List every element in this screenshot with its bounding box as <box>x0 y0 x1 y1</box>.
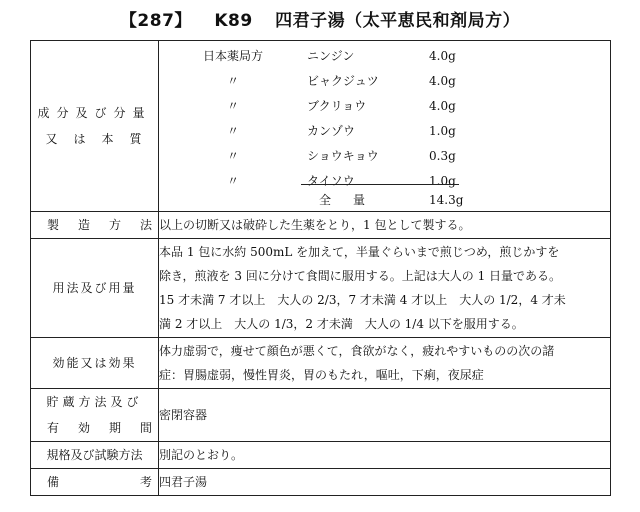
formula-name: 四君子湯（太平恵民和剤局方） <box>275 11 521 31</box>
dosage-row <box>31 239 611 338</box>
label-char: 考 <box>139 475 152 489</box>
ingredient-source: 〃 <box>226 98 239 113</box>
ingredient-list <box>159 43 610 210</box>
storage-label <box>31 389 159 442</box>
remarks-label <box>31 469 159 496</box>
remarks-text: 四君子湯 <box>159 469 611 496</box>
label-char: 効 <box>77 421 90 435</box>
storage-text: 密閉容器 <box>159 389 611 442</box>
label-char: 有 <box>47 421 60 435</box>
manufacture-row <box>31 212 611 239</box>
ingredient-name: ニンジン <box>307 48 355 63</box>
manufacture-text: 以上の切断又は破砕した生薬をとり，1 包として製する。 <box>159 212 611 239</box>
formula-number: 【287】 <box>119 11 192 31</box>
composition-row <box>31 41 611 212</box>
label-char: 製 <box>47 218 60 232</box>
total-label: 全量 <box>319 192 388 207</box>
standards-row <box>31 442 611 469</box>
ingredient-amount: 4.0g <box>429 48 456 63</box>
storage-row <box>31 389 611 442</box>
label-char: 法 <box>139 218 152 232</box>
dosage-line: 満 2 才以上 大人の 1/3，2 才未満 大人の 1/4 以下を服用する。 <box>159 317 524 331</box>
ingredient-source: 〃 <box>226 123 239 138</box>
formula-code: K89 <box>214 11 253 31</box>
dosage-text <box>159 239 611 338</box>
label-char: 造 <box>77 218 90 232</box>
ingredient-source: 〃 <box>226 173 239 188</box>
ingredient-amount: 1.0g <box>429 173 456 188</box>
composition-label <box>31 41 159 212</box>
document-title <box>0 6 640 31</box>
dosage-line: 本品 1 包に水約 500mL を加えて，半量ぐらいまで煎じつめ，煎じかすを <box>159 245 560 259</box>
dosage-label <box>31 239 159 338</box>
composition-label-line2: 又は本質 <box>45 132 158 146</box>
specification-table <box>30 40 611 496</box>
label-char: 期 <box>108 421 121 435</box>
ingredient-source: 〃 <box>226 148 239 163</box>
ingredient-amount: 4.0g <box>429 98 456 113</box>
ingredient-source: 日本薬局方 <box>202 48 263 63</box>
ingredient-name: ビャクジュツ <box>307 73 379 88</box>
efficacy-text <box>159 338 611 389</box>
storage-label-line1: 貯蔵方法及び <box>46 395 143 409</box>
ingredient-name: ショウキョウ <box>307 148 379 163</box>
efficacy-line: 体力虚弱で，痩せて顔色が悪くて，食欲がなく，疲れやすいものの次の諸 <box>159 344 555 358</box>
ingredient-name: タイソウ <box>307 173 355 188</box>
label-char: 方 <box>108 218 121 232</box>
ingredient-amount: 0.3g <box>429 148 456 163</box>
efficacy-label <box>31 338 159 389</box>
ingredient-source: 〃 <box>226 73 239 88</box>
ingredient-name: カンゾウ <box>307 123 356 138</box>
efficacy-label-text: 効能又は効果 <box>52 356 137 370</box>
dosage-line: 除き，煎液を 3 回に分けて食間に服用する。上記は大人の 1 日量である。 <box>159 269 562 283</box>
ingredient-amount: 1.0g <box>429 123 456 138</box>
total-amount: 14.3g <box>429 192 464 207</box>
ingredient-amount: 4.0g <box>429 73 456 88</box>
label-char: 間 <box>139 421 152 435</box>
efficacy-row <box>31 338 611 389</box>
standards-label-text: 規格及び試験方法 <box>46 448 143 462</box>
dosage-label-text: 用法及び用量 <box>52 281 137 295</box>
composition-cell <box>159 41 611 212</box>
remarks-row <box>31 469 611 496</box>
standards-label <box>31 442 159 469</box>
total-divider <box>301 184 459 185</box>
dosage-line: 15 才未満 7 才以上 大人の 2/3，7 才未満 4 才以上 大人の 1/2，4 才未 <box>159 293 566 307</box>
efficacy-line: 症：胃腸虚弱，慢性胃炎，胃のもたれ，嘔吐，下痢，夜尿症 <box>159 368 484 382</box>
composition-label-line1: 成分及び分量 <box>37 106 152 120</box>
standards-text: 別記のとおり。 <box>159 442 611 469</box>
ingredient-name: ブクリョウ <box>307 98 367 113</box>
label-char: 備 <box>47 475 60 489</box>
manufacture-label <box>31 212 159 239</box>
